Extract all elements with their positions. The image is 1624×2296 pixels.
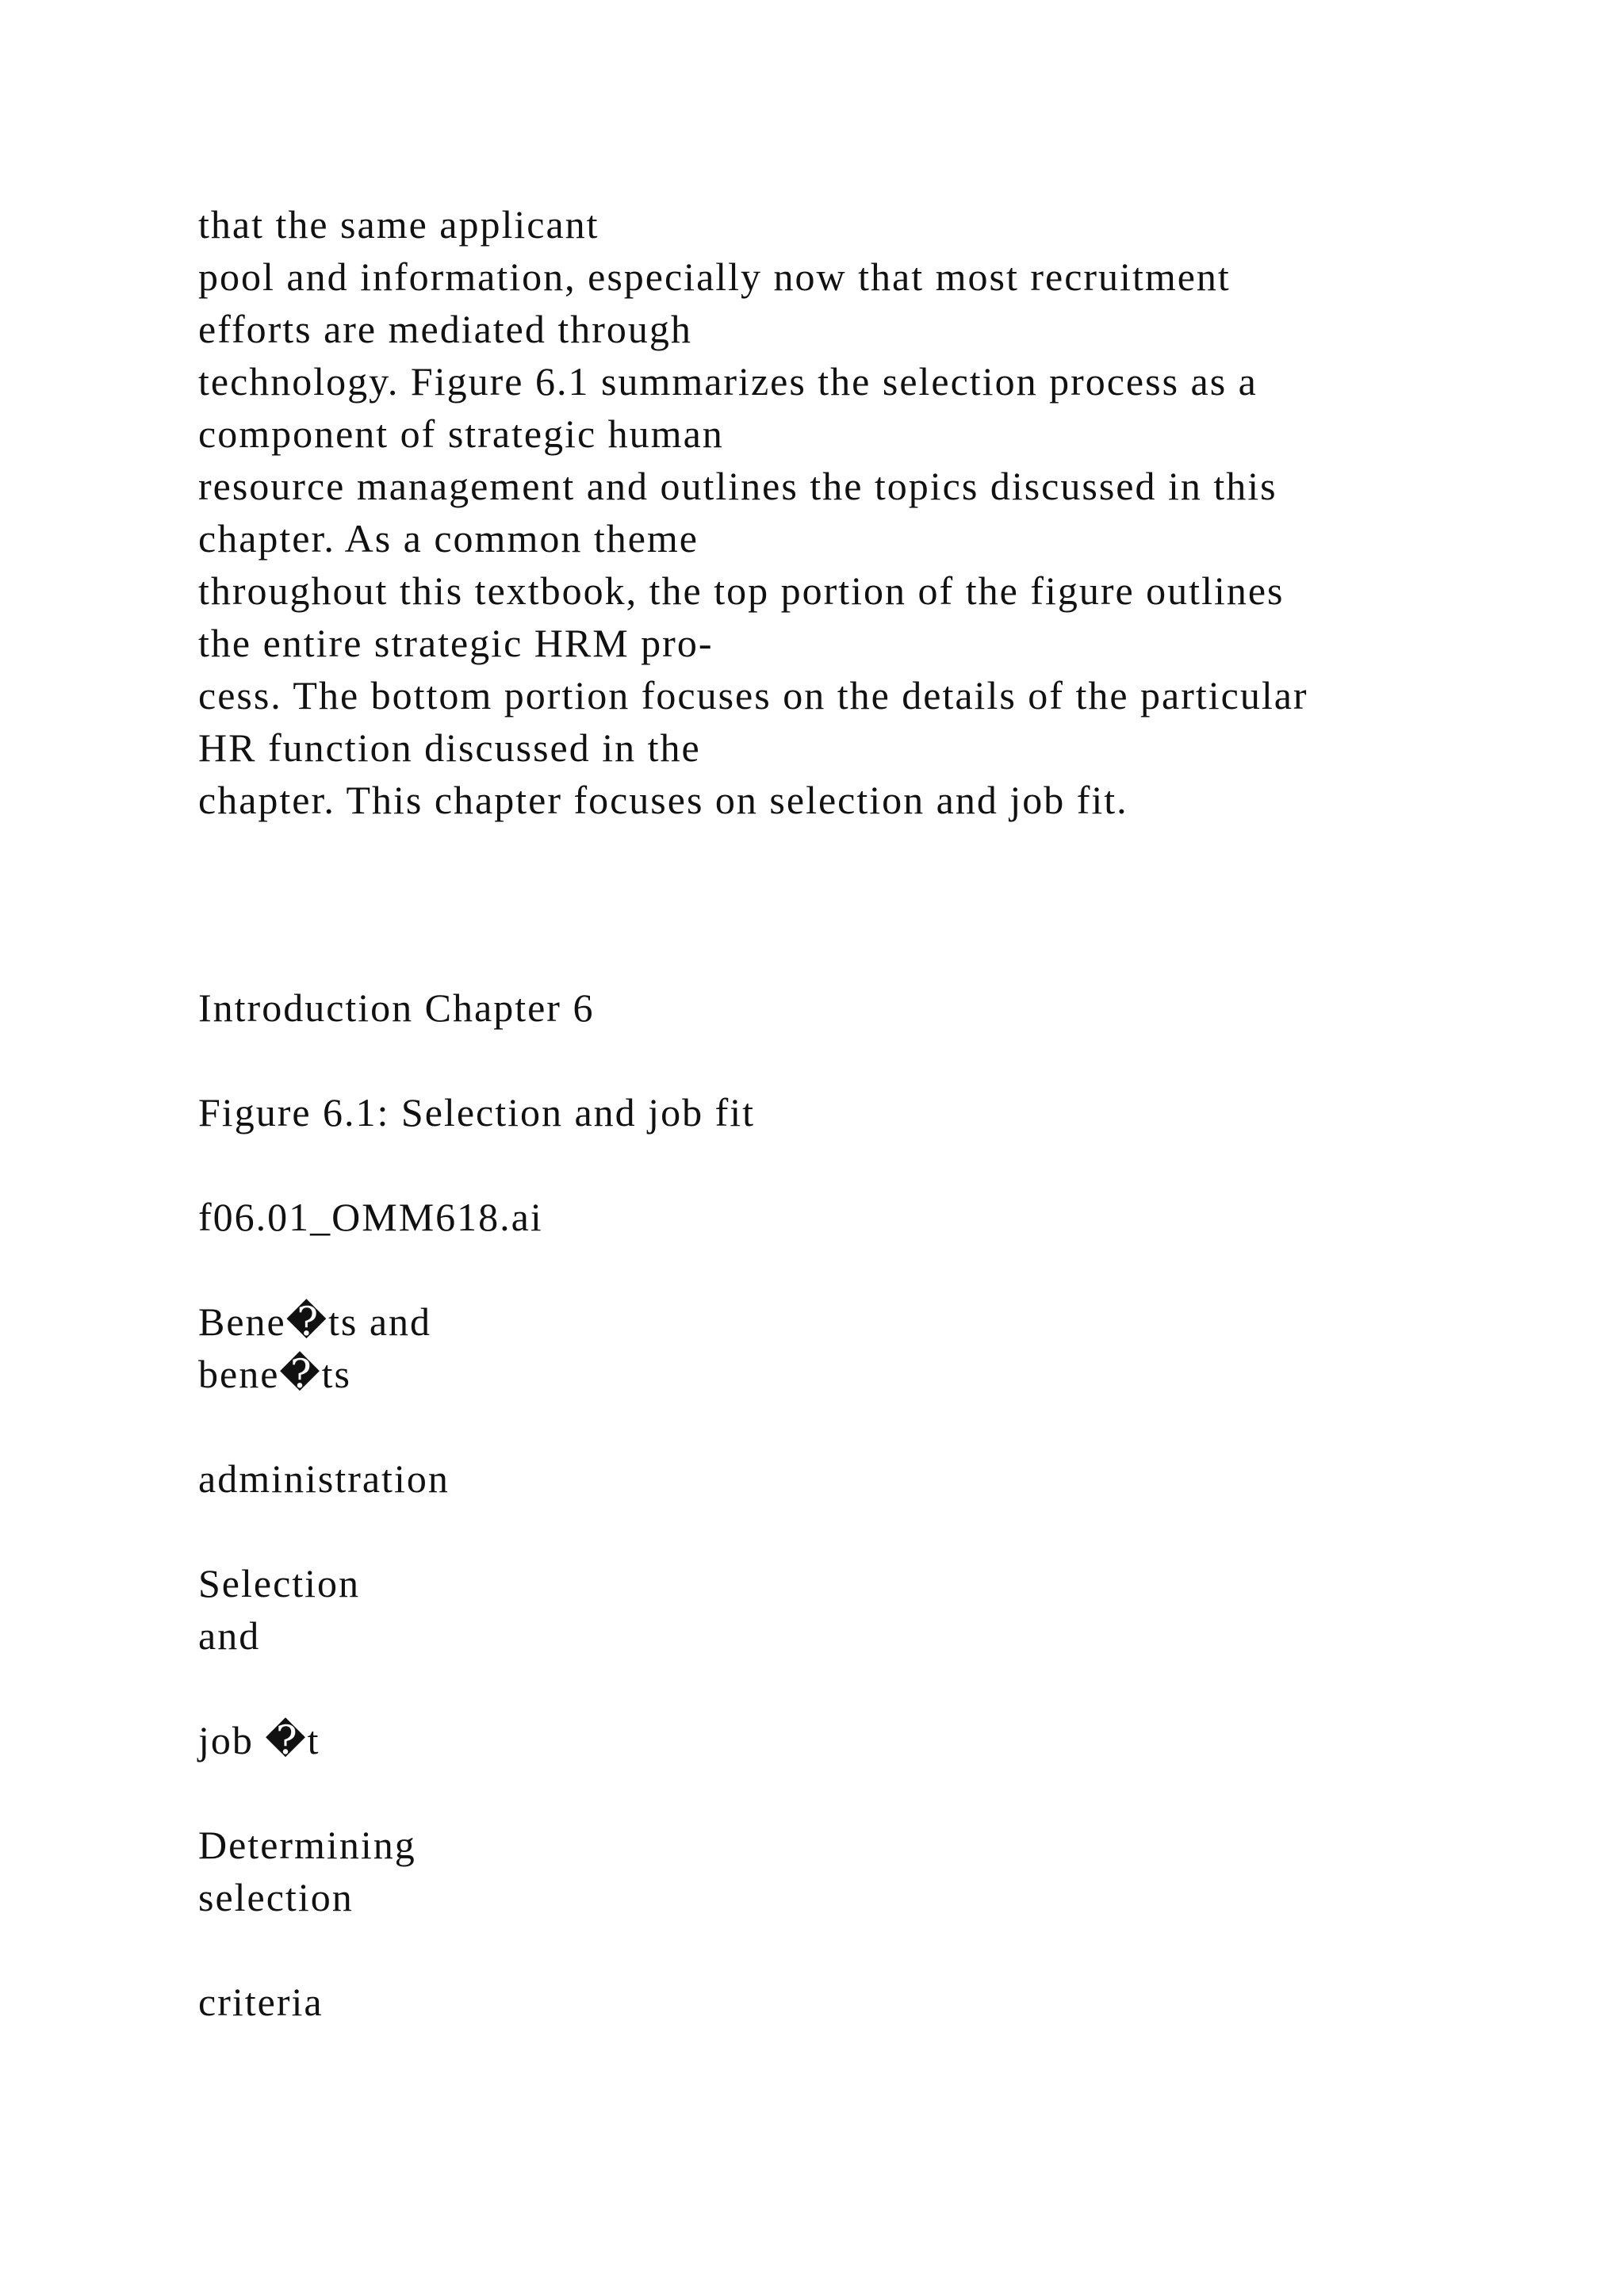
- paragraph-line: throughout this textbook, the top portion of the figure outlines: [198, 568, 1285, 613]
- spacer: [198, 1243, 1546, 1295]
- figure-label-administration: administration: [198, 1456, 450, 1501]
- paragraph-line: that the same applicant: [198, 202, 599, 247]
- spacer: [198, 1400, 1546, 1452]
- paragraph-line: cess. The bottom portion focuses on the details of the particular: [198, 673, 1308, 718]
- figure-label-determining: selection: [198, 1875, 354, 1919]
- spacer: [198, 1923, 1546, 1976]
- paragraph-line: chapter. As a common theme: [198, 516, 699, 561]
- spacer: [198, 1505, 1546, 1557]
- body-paragraph: [198, 198, 1546, 826]
- document-text: [198, 198, 1546, 2028]
- paragraph-line: component of strategic human: [198, 411, 724, 456]
- paragraph-line: pool and information, especially now that most recruitment: [198, 254, 1231, 299]
- spacer: [198, 1766, 1546, 1819]
- paragraph-line: technology. Figure 6.1 summarizes the selection process as a: [198, 359, 1258, 404]
- spacer: [198, 1138, 1546, 1191]
- figure-label-selection: and: [198, 1613, 261, 1658]
- figure-label-determining: Determining: [198, 1823, 416, 1867]
- paragraph-line: efforts are mediated through: [198, 307, 692, 351]
- paragraph-line: the entire strategic HRM pro-: [198, 621, 714, 665]
- paragraph-line: HR function discussed in the: [198, 725, 701, 770]
- figure-label-benefits: Bene�ts and: [198, 1299, 432, 1344]
- spacer: [198, 1662, 1546, 1714]
- figure-label-benefits: bene�ts: [198, 1352, 352, 1396]
- paragraph-line: chapter. This chapter focuses on selection and job fit.: [198, 778, 1128, 822]
- figure-label-job-fit: job �t: [198, 1718, 320, 1762]
- spacer: [198, 1034, 1546, 1086]
- paragraph-line: resource management and outlines the topics discussed in this: [198, 464, 1277, 508]
- section-header: Introduction Chapter 6: [198, 985, 595, 1030]
- figure-label-criteria: criteria: [198, 1980, 324, 2024]
- figure-filename: f06.01_OMM618.ai: [198, 1195, 543, 1239]
- spacer: [198, 826, 1546, 982]
- figure-caption: Figure 6.1: Selection and job fit: [198, 1090, 756, 1135]
- figure-label-selection: Selection: [198, 1561, 361, 1605]
